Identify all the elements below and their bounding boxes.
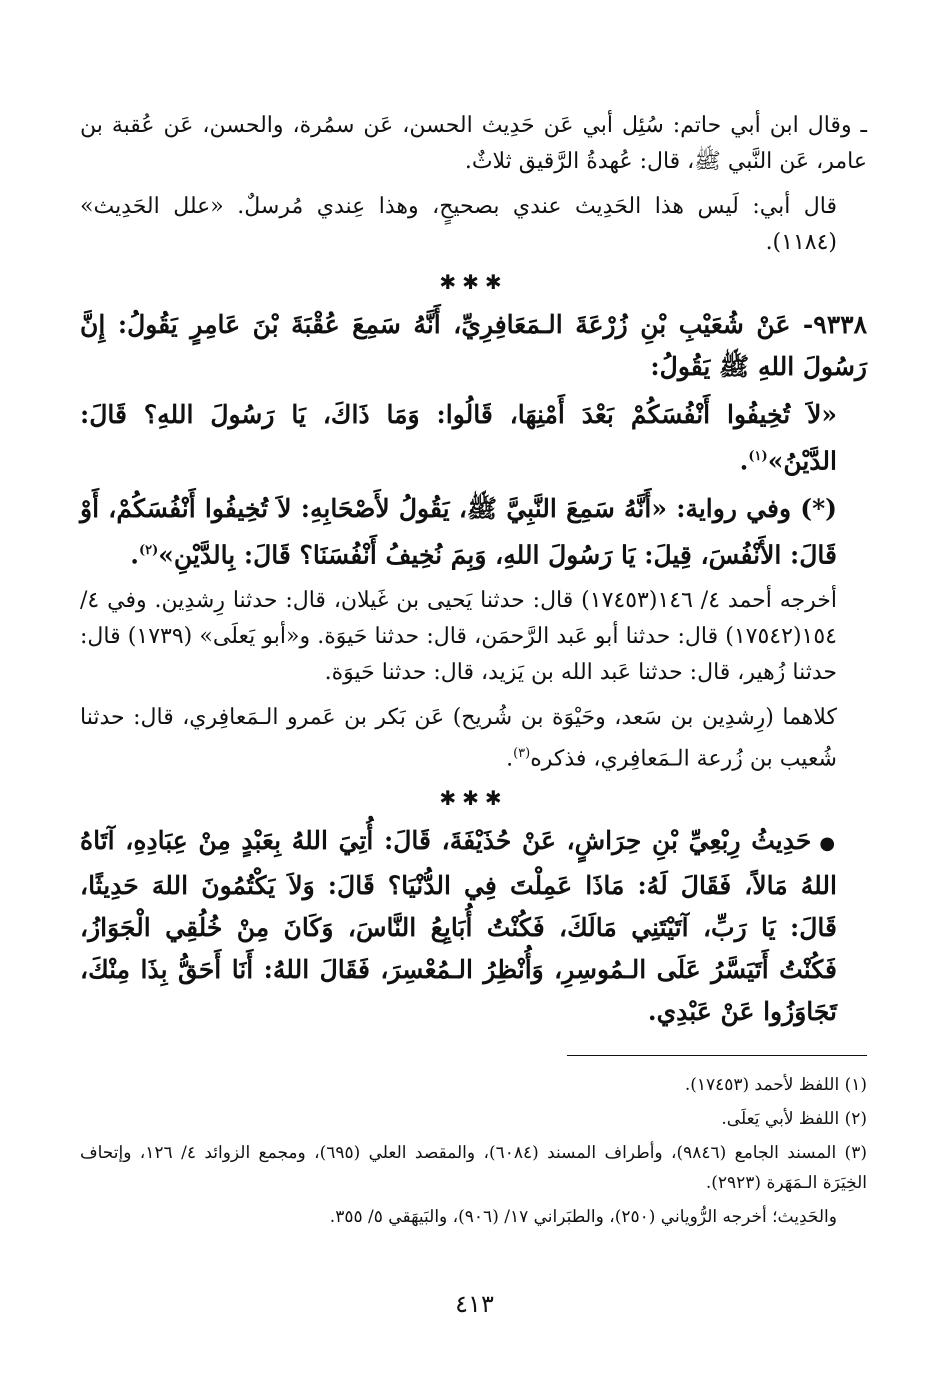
hadith-text: ٩٣٣٨- عَنْ شُعَيْبِ بْنِ زُرْعَةَ الـمَعَافِرِيِّ، أَنَّهُ سَمِعَ عُقْبَةَ بْنَ عَامِرٍ يَقُولُ: إِنَّ رَسُولَ اللهِ ﷺ يَقُولُ: [80,310,867,381]
hadith-text: «لاَ تُخِيفُوا أَنْفُسَكُمْ بَعْدَ أَمْنِهَا، قَالُوا: وَمَا ذَاكَ، يَا رَسُولَ اللهِ؟ قَالَ: الدَّيْنُ» [80,400,837,476]
footnote-hadith-sources: والحَدِيث؛ أخرجه الرُّوياني (٢٥٠)، والطبَراني ١٧/ (٩٠٦)، والبَيهَقي ٥/ ٣٥٥. [329,1206,837,1227]
page-number: ٤١٣ [455,1290,494,1318]
isnad-paragraph: كلاهما (رِشدِين بن سَعد، وحَيْوَة بن شُريح) عَن بَكر بن عَمرو الـمَعافِري، قال: حدثنا شُعيب بن زُرعة الـمَعافِري، فذكره$^{(٣)}$. [80,704,837,771]
paragraph-ilal [80,189,867,261]
bullet-icon: ● [819,832,837,854]
section-separator: ✱✱✱ [439,270,508,294]
footnote-ref-1[interactable]: (١) [748,449,768,464]
takhrij-paragraph [80,583,867,691]
footnote-ref-3[interactable]: (٣) [513,745,531,761]
hadith-9338-heading [80,304,867,388]
hadith-text: (*) وفي رواية: «أَنَّهُ سَمِعَ النَّبِيَّ ﷺ، يَقُولُ لأَصْحَابِهِ: لاَ تُخِيفُوا أَنْفُسَكُمْ، أَوْ قَالَ: الأَنْفُسَ، قِيلَ: يَا رَسُولَ اللهِ، وَبِمَ نُخِيفُ أَنْفُسَنَا؟ قَالَ: بِالدَّيْنِ» [80,494,837,570]
footnote-ref-2[interactable]: (٢) [138,543,159,559]
footnote-divider [567,1055,867,1056]
paragraph-text: أخرجه أحمد ٤/ ١٤٦(١٧٤٥٣) قال: حدثنا يَحيى بن غَيلان، قال: حدثنا رِشدِين. وفي ٤/ ١٥٤(١٧٥٤٢) قال: حدثنا أبو عَبد الرَّحمَن، قال: حدثنا حَيوَة. و«أبو يَعلَى» (١٧٣٩) قال: حدثنا زُهير، قال: حدثنا عَبد الله بن يَزيد، قال: حدثنا حَيوَة. [80,587,837,685]
paragraph-text: ـ وقال ابن أبي حاتم: سُئِل أبي عَن حَدِيث الحسن، عَن سمُرة، والحسن، عَن عُقبة بن عامر، عَن النَّبي ﷺ، قال: عُهدةُ الرَّقيق ثلاثٌ. [80,113,867,174]
footnote-1: (١) اللفظ لأحمد (١٧٤٥٣). [684,1074,867,1095]
hadith-hudhayfa [80,820,867,1033]
hadith-9338-riwaya: (*) وفي رواية: «أَنَّهُ سَمِعَ النَّبِيَّ ﷺ، يَقُولُ لأَصْحَابِهِ: لاَ تُخِيفُوا أَنْفُسَكُمْ، أَوْ قَالَ: الأَنْفُسَ، قِيلَ: يَا رَسُولَ اللهِ، وَبِمَ نُخِيفُ أَنْفُسَنَا؟ قَالَ: بِالدَّيْنِ»$^{(٢)}$. [80,494,837,570]
paragraph-text: كلاهما (رِشدِين بن سَعد، وحَيْوَة بن شُريح) عَن بَكر بن عَمرو الـمَعافِري، قال: حدثنا شُعيب بن زُرعة الـمَعافِري، فذكره [80,704,837,771]
paragraph-text: قال أبي: لَيس هذا الحَدِيث عندي بصحيحٍ، وهذا عِندي مُرسلٌ. «علل الحَدِيث» (١١٨٤). [80,194,837,255]
footnote-3: (٣) المسند الجامع (٩٨٤٦)، وأطراف المسند (٦٠٨٤)، والمقصد العلي (٦٩٥)، ومجمع الزوائد ٤/ ١٢٦، وإتحاف الخِيَرَة الـمَهَرة (٢٩٢٣). [80,1142,867,1193]
footnote-2: (٢) اللفظ لأبي يَعلَى. [721,1108,867,1129]
paragraph-ibn-abi-hatim [80,108,867,180]
hadith-9338-matn: «لاَ تُخِيفُوا أَنْفُسَكُمْ بَعْدَ أَمْنِهَا، قَالُوا: وَمَا ذَاكَ، يَا رَسُولَ اللهِ؟ قَالَ: الدَّيْنُ»$^{(١)}$. [80,400,837,476]
hadith-text: حَدِيثُ رِبْعِيِّ بْنِ حِرَاشٍ، عَنْ حُذَيْفَةَ، قَالَ: أُتِيَ اللهُ بِعَبْدٍ مِنْ عِبَادِهِ، آتَاهُ اللهُ مَالاً، فَقَالَ لَهُ: مَاذَا عَمِلْتَ فِي الدُّنْيَا؟ قَالَ: وَلاَ يَكْتُمُونَ اللهَ حَدِيثًا، قَالَ: يَا رَبِّ، آتَيْتَنِي مَالَكَ، فَكُنْتُ أُبَايِعُ النَّاسَ، وَكَانَ مِنْ خُلُقِي الْجَوَازُ، فَكُنْتُ أَتَيَسَّرُ عَلَى الـمُوسِرِ، وَأُنْظِرُ الـمُعْسِرَ، فَقَالَ اللهُ: أَنَا أَحَقُّ بِذَا مِنْكَ، تَجَاوَزُوا عَنْ عَبْدِي. [80,825,837,1026]
section-separator: ✱✱✱ [439,785,508,810]
